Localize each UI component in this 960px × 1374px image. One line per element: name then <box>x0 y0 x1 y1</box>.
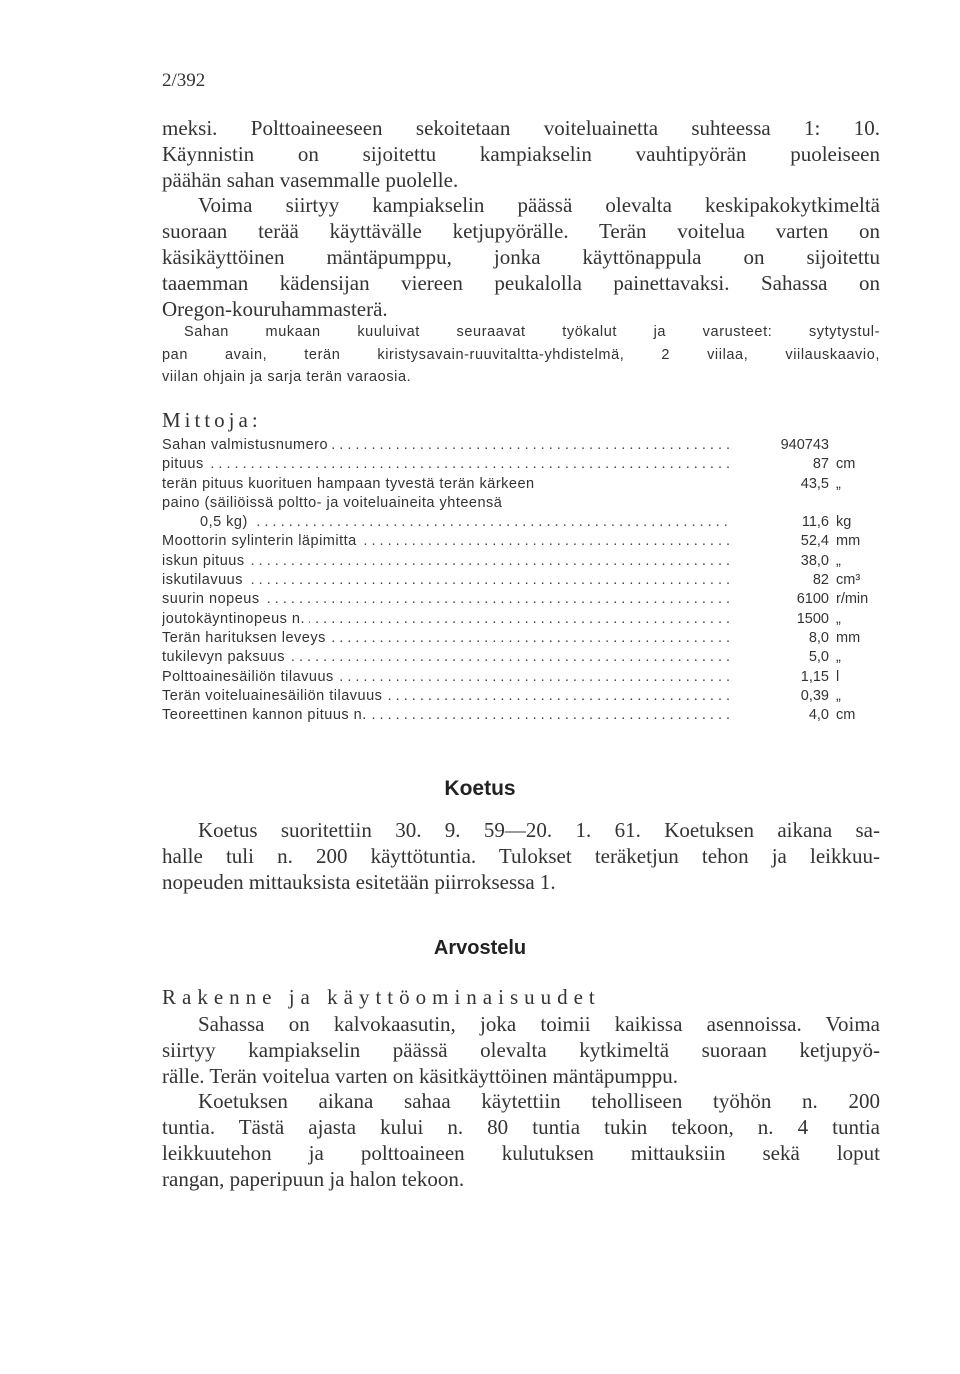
measurement-unit: r/min <box>836 591 869 608</box>
measurement-unit: „ <box>836 610 841 627</box>
measurement-row <box>162 688 880 707</box>
text-line: meksi. Polttoaineeseen sekoitetaan voiteluainetta suhteessa 1: 10. <box>162 116 880 140</box>
measurement-row <box>162 572 880 591</box>
measurement-row <box>162 456 880 475</box>
text-line: Oregon-kouruhammasterä. <box>162 296 388 321</box>
text-line: Sahan mukaan kuuluivat seuraavat työkalut ja varusteet: sytytystul- <box>184 324 880 340</box>
measurement-label: pituus <box>162 456 208 472</box>
measurement-value: 5,0 <box>808 649 829 666</box>
koetus-heading: Koetus <box>444 777 516 800</box>
measurement-unit: „ <box>836 552 841 569</box>
text-line: Voima siirtyy kampiakselin päässä olevalta keskipakokytkimeltä <box>198 193 880 218</box>
measurement-label: 0,5 kg) <box>200 514 252 530</box>
text-line: taaemman kädensijan viereen peukalolla painettavaksi. Sahassa on <box>162 270 880 295</box>
measurement-value: 4,0 <box>808 707 829 724</box>
measurement-value: 11,6 <box>801 514 829 531</box>
measurement-row <box>162 591 880 610</box>
measurement-unit: mm <box>836 629 861 646</box>
measurement-label: Terän voiteluainesäiliön tilavuus <box>162 688 386 704</box>
mittoja-heading: Mittoja: <box>162 408 262 432</box>
measurement-unit: cm <box>836 707 856 724</box>
text-line: suoraan terää käyttävälle ketjupyörälle. Terän voitelua varten on <box>162 219 880 244</box>
measurement-value: 1500 <box>796 610 829 627</box>
intro-paragraph <box>162 116 880 322</box>
measurement-label: Teoreettinen kannon pituus n. <box>162 707 371 723</box>
measurement-value: 940743 <box>780 437 829 453</box>
measurement-value: 6100 <box>796 591 829 608</box>
measurement-row <box>162 649 880 668</box>
measurement-value: 1,15 <box>800 668 829 685</box>
measurement-label: joutokäyntinopeus n. <box>162 611 309 627</box>
measurement-row <box>162 707 880 726</box>
text-line: rangan, paperipuun ja halon tekoon. <box>162 1166 465 1191</box>
text-line: rälle. Terän voitelua varten on käsitkäyttöinen mäntäpumppu. <box>162 1063 678 1088</box>
measurement-label: suurin nopeus <box>162 591 264 607</box>
tools-paragraph <box>162 321 880 389</box>
measurement-label: paino (säiliöissä poltto- ja voiteluaineita yhteensä <box>162 495 506 511</box>
measurement-row <box>162 553 880 572</box>
arvostelu-heading: Arvostelu <box>433 937 527 959</box>
measurement-unit: mm <box>836 533 861 550</box>
measurement-row <box>162 669 880 688</box>
text-line: Käynnistin on sijoitettu kampiakselin vauhtipyörän puoleiseen <box>162 141 880 166</box>
measurement-value: 8,0 <box>808 629 829 646</box>
measurement-label: terän pituus kuorituen hampaan tyvestä terän kärkeen <box>162 476 539 492</box>
text-line: viilan ohjain ja sarja terän varaosia. <box>162 369 412 385</box>
text-line: siirtyy kampiakselin päässä olevalta kytkimeltä suoraan ketjupyö- <box>162 1037 880 1062</box>
measurement-unit: cm³ <box>836 572 861 589</box>
measurement-label: Polttoainesäiliön tilavuus <box>162 669 338 685</box>
measurement-unit: „ <box>836 649 841 666</box>
text-line: Koetus suoritettiin 30. 9. 59—20. 1. 61. Koetuksen aikana sa- <box>198 818 880 842</box>
measurement-row <box>162 630 880 649</box>
measurement-row <box>162 611 880 630</box>
text-line: halle tuli n. 200 käyttötuntia. Tulokset teräketjun tehon ja leikkuu- <box>162 843 880 868</box>
measurement-value: 87 <box>812 456 829 473</box>
measurement-unit: kg <box>836 514 852 531</box>
measurement-label: Terän harituksen leveys <box>162 630 330 646</box>
measurement-row <box>162 495 880 514</box>
measurement-row <box>162 476 880 495</box>
rakenne-heading: Rakenne ja käyttöominaisuudet <box>162 985 601 1009</box>
text-line: leikkuutehon ja polttoaineen kulutuksen mittauksiin sekä loput <box>162 1140 880 1165</box>
measurement-unit: „ <box>836 687 841 704</box>
text-line: tuntia. Tästä ajasta kului n. 80 tuntia tukin tekoon, n. 4 tuntia <box>162 1115 880 1140</box>
measurement-value: 0,39 <box>800 687 829 704</box>
page-number: 2/392 <box>162 70 206 91</box>
measurement-value: 43,5 <box>800 475 829 492</box>
measurements-table <box>162 437 880 726</box>
measurement-label: tukilevyn paksuus <box>162 649 289 665</box>
text-line: käsikäyttöinen mäntäpumppu, jonka käyttönappula on sijoitettu <box>162 244 880 269</box>
measurement-unit: „ <box>836 475 841 492</box>
text-line: nopeuden mittauksista esitetään piirroksessa 1. <box>162 869 556 894</box>
measurement-label: iskutilavuus <box>162 572 247 588</box>
measurement-row <box>162 533 880 552</box>
measurement-unit: l <box>836 668 840 685</box>
measurement-value: 52,4 <box>800 533 829 550</box>
measurement-label: Moottorin sylinterin läpimitta <box>162 533 361 549</box>
measurement-label: Sahan valmistusnumero <box>162 437 332 453</box>
rakenne-paragraph <box>162 1012 880 1193</box>
text-line: pan avain, terän kiristysavain-ruuvitaltta-yhdistelmä, 2 viilaa, viilauskaavio, <box>162 346 880 363</box>
measurement-unit: cm <box>836 456 856 473</box>
text-line: Koetuksen aikana sahaa käytettiin teholliseen työhön n. 200 <box>198 1089 880 1114</box>
koetus-paragraph <box>162 818 880 895</box>
measurement-label: iskun pituus <box>162 553 249 569</box>
text-line: päähän sahan vasemmalle puolelle. <box>162 167 459 192</box>
measurement-value: 82 <box>812 572 829 589</box>
measurement-value: 38,0 <box>800 552 829 569</box>
measurement-row <box>162 514 880 533</box>
measurement-row <box>162 437 880 456</box>
text-line: Sahassa on kalvokaasutin, joka toimii kaikissa asennoissa. Voima <box>198 1012 880 1036</box>
